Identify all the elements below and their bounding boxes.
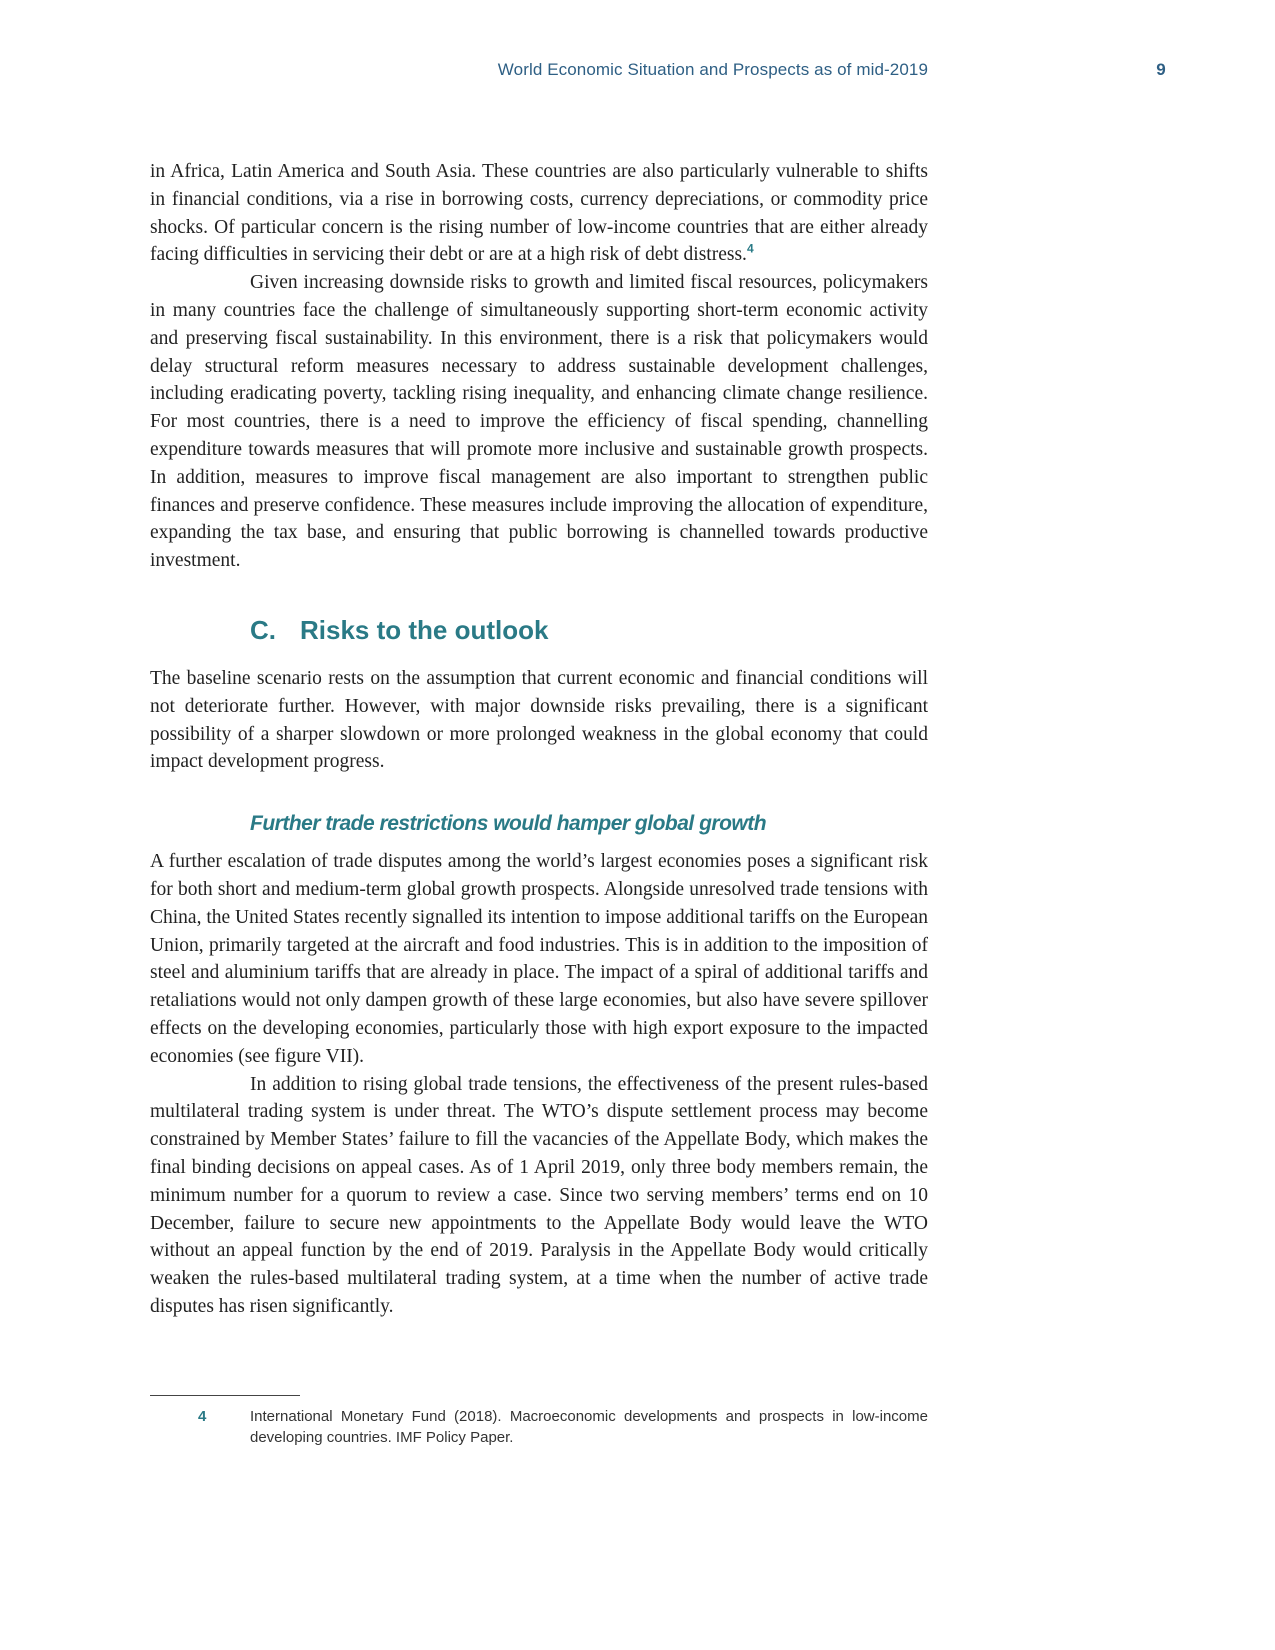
footnote-separator: [150, 1395, 300, 1396]
paragraph-text: in Africa, Latin America and South Asia. These countries are also particularly vulnerable to shifts in financial conditions, via a rise in borrowing costs, currency depreciations, or commodity price shocks. Of particular concern is the rising number of low-income countries that are either already facing difficulties in servicing their debt or are at a high risk of debt distress.: [150, 161, 928, 266]
subsection-heading: Further trade restrictions would hamper global growth: [250, 812, 767, 836]
footnote-number: 4: [198, 1408, 207, 1425]
section-title: Risks to the outlook: [300, 614, 549, 645]
paragraph-wto-appellate: In addition to rising global trade tensions, the effectiveness of the present rules-based multilateral trading system is under threat. The WTO’s dispute settlement process may become constrained by Member States’ failure to fill the vacancies of the Appellate Body, which makes the final binding decisions on appeal cases. As of 1 April 2019, only three body members remain, the minimum number for a quorum to review a case. Since two serving members’ terms end on 10 December, failure to secure new appointments to the Appellate Body would leave the WTO without an appeal function by the end of 2019. Paralysis in the Appellate Body would critically weaken the rules-based multilateral trading system, at a time when the number of active trade disputes has risen significantly.: [150, 1073, 928, 1317]
footnote-text: International Monetary Fund (2018). Macroeconomic developments and prospects in low-income developing countries. IMF Policy Paper.: [250, 1408, 928, 1446]
paragraph-baseline-scenario: The baseline scenario rests on the assumption that current economic and financial conditions will not deteriorate further. However, with major downside risks prevailing, there is a significant possibility of a sharper slowdown or more prolonged weakness in the global economy that could impact development progress.: [150, 667, 928, 773]
running-header-title: World Economic Situation and Prospects as of mid-2019: [497, 60, 928, 79]
paragraph-fiscal-policy: Given increasing downside risks to growth and limited fiscal resources, policymakers in many countries face the challenge of simultaneously supporting short-term economic activity and preserving fiscal sustainability. In this environment, there is a risk that policymakers would delay structural reform measures necessary to address sustainable development challenges, including eradicating poverty, tackling rising inequality, and enhancing climate change resilience. For most countries, there is a need to improve the efficiency of fiscal spending, channelling expenditure towards measures that will promote more inclusive and sustainable growth prospects. In addition, measures to improve fiscal management are also important to strengthen public finances and preserve confidence. These measures include improving the allocation of expenditure, expanding the tax base, and ensuring that public borrowing is channelled towards productive investment.: [150, 272, 928, 572]
paragraph-trade-disputes: A further escalation of trade disputes among the world’s largest economies poses a significant risk for both short and medium-term global growth prospects. Alongside unresolved trade tensions with China, the United States recently signalled its intention to impose additional tariffs on the European Union, primarily targeted at the aircraft and food industries. This is in addition to the imposition of steel and aluminium tariffs that are already in place. The impact of a spiral of additional tariffs and retaliations would not only dampen growth of these large economies, but also have severe spillover effects on the developing economies, particularly those with high export exposure to the impacted economies (see figure VII).: [150, 851, 928, 1067]
footnote-reference[interactable]: 4: [746, 241, 754, 256]
section-letter: C.: [250, 614, 276, 645]
paragraph-debt-vulnerability: [150, 158, 928, 269]
page-body: [150, 158, 928, 1321]
section-heading: [250, 609, 928, 651]
page-number: 9: [1156, 60, 1166, 79]
footnote: [150, 1406, 928, 1448]
